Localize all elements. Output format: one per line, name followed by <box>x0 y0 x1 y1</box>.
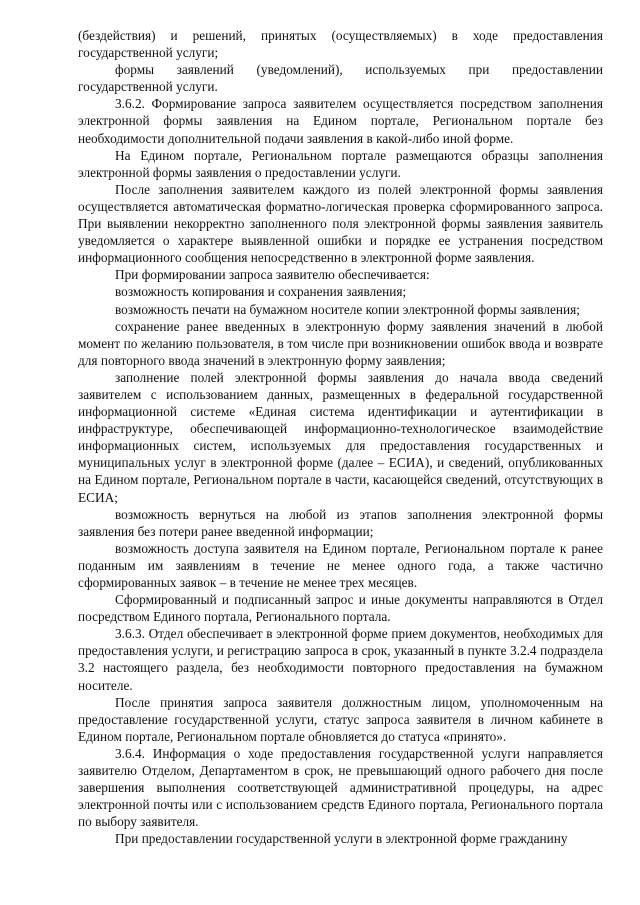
paragraph-status: После принятия запроса заявителя должностным лицом, уполномоченным на предоставление государственной услуги, статус запроса заявителя в личном кабинете в Едином портале, Региональном портале обновляется до статуса «принято». <box>78 694 603 744</box>
paragraph-save-values: сохранение ранее введенных в электронную форму заявления значений в любой момент по желанию пользователя, в том числе при возникновении ошибок ввода и возврате для повторного ввода значений в электронную форму заявления; <box>78 318 603 368</box>
paragraph-access: возможность доступа заявителя на Едином портале, Региональном портале к ранее поданным им заявлениям в течение не менее одного года, а также частично сформированных заявок – в течение не менее трех месяцев. <box>78 540 603 590</box>
paragraph-provided: При формировании запроса заявителю обеспечивается: <box>115 267 430 283</box>
paragraph-print: возможность печати на бумажном носителе копии электронной формы заявления; <box>115 301 580 317</box>
document-page <box>78 27 603 848</box>
paragraph-validation: После заполнения заявителем каждого из полей электронной формы заявления осуществляется автоматическая форматно-логическая проверка сформированного запроса. При выявлении некорректно заполненного поля электронной формы заявления заявитель уведомляется о характере выявленной ошибки и порядке ее устранения посредством информационного сообщения непосредственно в электронной форме заявления. <box>78 181 603 266</box>
paragraph-return: возможность вернуться на любой из этапов заполнения электронной формы заявления без потери ранее введенной информации; <box>78 506 603 539</box>
paragraph-samples: На Едином портале, Региональном портале размещаются образцы заполнения электронной формы заявления о предоставлении услуги. <box>78 147 603 180</box>
paragraph-final: При предоставлении государственной услуги в электронной форме гражданину <box>115 831 568 847</box>
paragraph-3-6-4: 3.6.4. Информация о ходе предоставления государственной услуги направляется заявителю Отделом, Департаментом в срок, не превышающий одного рабочего дня после завершения выполнения соответствующей административной процедуры, на адрес электронной почты или с использованием средств Единого портала, Регионального портала по выбору заявителя. <box>78 745 603 830</box>
paragraph-forms: формы заявлений (уведомлений), используемых при предоставлении государственной услуги. <box>78 62 603 95</box>
paragraph-3-6-3: 3.6.3. Отдел обеспечивает в электронной форме прием документов, необходимых для предоставления услуги, и регистрацию запроса в срок, указанный в пункте 3.2.4 подраздела 3.2 настоящего раздела, без необходимости повторного предоставления на бумажном носителе. <box>78 626 603 693</box>
paragraph-submitted: Сформированный и подписанный запрос и иные документы направляются в Отдел посредством Единого портала, Регионального портала. <box>78 592 603 625</box>
paragraph-continuation: (бездействия) и решений, принятых (осуществляемых) в ходе предоставления государственной услуги; <box>78 28 603 61</box>
paragraph-copy-save: возможность копирования и сохранения заявления; <box>115 284 407 300</box>
paragraph-prefill: заполнение полей электронной формы заявления до начала ввода сведений заявителем с использованием данных, размещенных в федеральной государственной информационной системе «Единая система идентификации и аутентификации в инфраструктуре, обеспечивающей информационно-технологическое взаимодействие информационных систем, используемых для предоставления государственных и муниципальных услуг в электронной форме (далее – ЕСИА), и сведений, опубликованных на Едином портале, Региональном портале в части, касающейся сведений, отсутствующих в ЕСИА; <box>78 369 603 505</box>
paragraph-3-6-2: 3.6.2. Формирование запроса заявителем осуществляется посредством заполнения электронной формы заявления на Едином портале, Региональном портале без необходимости дополнительной подачи заявления в какой-либо иной форме. <box>78 96 603 146</box>
